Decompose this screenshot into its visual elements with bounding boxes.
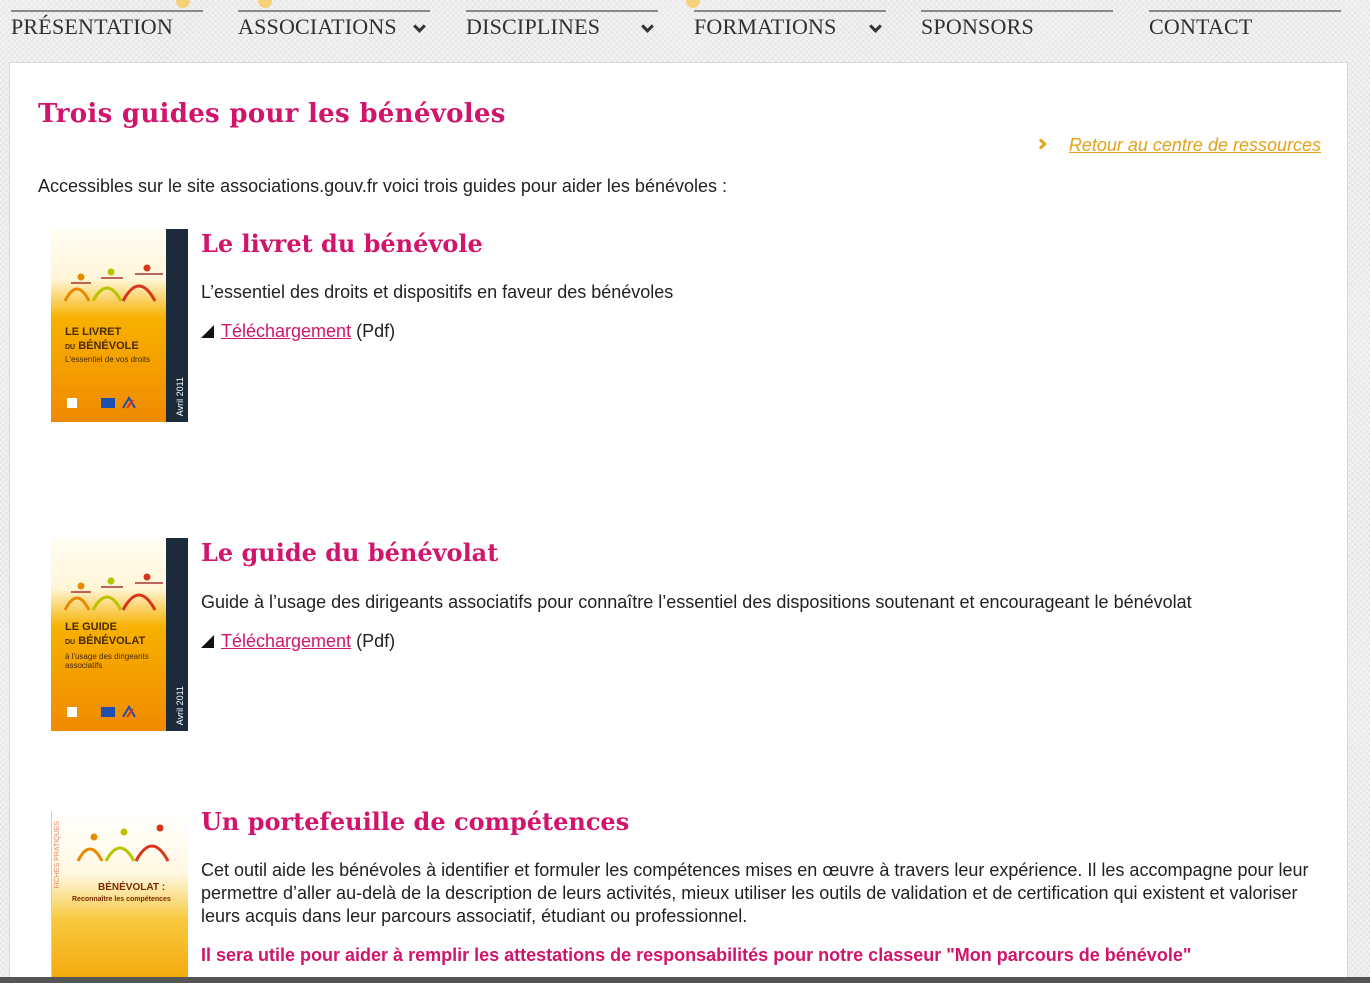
guide-description: Guide à l’usage des dirigeants associatifs pour connaître l’essentiel des dispositions soutenant et encourageant le bénévolat (201, 592, 1192, 612)
nav-item-contact[interactable] (1149, 10, 1341, 46)
bottom-edge (0, 977, 1370, 983)
content-panel (9, 62, 1348, 983)
cover-title (98, 881, 165, 895)
page-title: Trois guides pour les bénévoles (38, 99, 506, 129)
cover-livret-benevole[interactable] (51, 229, 188, 422)
people-illustration-icon (63, 572, 168, 614)
file-format: (Pdf) (356, 631, 396, 651)
nav-item-label: FORMATIONS (694, 14, 837, 39)
nav-item-associations[interactable] (238, 10, 430, 46)
cover-title-line: DU (65, 344, 76, 351)
nav-item-label: SPONSORS (921, 14, 1034, 39)
cover-title-line: BÉNÉVOLAT : (98, 882, 166, 893)
people-illustration-icon (76, 823, 181, 865)
download-link[interactable]: Téléchargement (221, 321, 352, 341)
cover-portefeuille-competences[interactable] (51, 811, 188, 983)
cover-spine-text: Avril 2011 (175, 685, 185, 725)
guide-title: Le guide du bénévolat (201, 538, 499, 567)
partner-logos-icon (65, 705, 145, 719)
download-arrow-icon (201, 325, 214, 338)
nav-item-disciplines[interactable] (466, 10, 658, 46)
partner-logos-icon (65, 396, 145, 410)
chevron-down-icon (869, 20, 882, 33)
cover-spine-text: Avril 2011 (175, 376, 185, 416)
nav-item-label: DISCIPLINES (466, 14, 601, 39)
cover-title (65, 620, 145, 650)
cover-subtitle: à l'usage des dirigeants associatifs (65, 652, 149, 670)
download-link[interactable]: Téléchargement (221, 631, 352, 651)
cover-title-line: BÉNÉVOLAT (78, 635, 146, 647)
cover-title-line: BÉNÉVOLE (78, 340, 139, 352)
people-illustration-icon (63, 263, 168, 305)
nav-item-presentation[interactable] (11, 10, 203, 46)
decoration-swirl (686, 0, 700, 8)
back-to-resources-link[interactable]: Retour au centre de ressources (1068, 135, 1321, 155)
cover-title-line: LE LIVRET (65, 326, 122, 338)
guide-title: Le livret du bénévole (201, 229, 483, 258)
guide-description: L’essentiel des droits et dispositifs en faveur des bénévoles (201, 282, 674, 302)
chevron-down-icon (413, 20, 426, 33)
chevron-right-icon (1035, 138, 1046, 149)
cover-guide-benevolat[interactable] (51, 538, 188, 731)
decoration-swirl (176, 0, 190, 8)
guide-highlight: Il sera utile pour aider à remplir les attestations de responsabilités pour notre classeur "Mon parcours de bénévole" (201, 945, 1192, 965)
nav-item-label: ASSOCIATIONS (238, 14, 397, 39)
cover-side-text: FICHES PRATIQUES (54, 821, 61, 889)
nav-item-sponsors[interactable] (921, 10, 1113, 46)
guide-description: Cet outil aide les bénévoles à identifier et formuler les compétences mises en œuvre à travers leur expérience. Il les accompagne pour leur permettre d’aller au-delà de la description de leurs activités, mieux utiliser les outils de validation et de certification qui existent et valoriser leurs acquis dans leur parcours associatif, étudiant ou professionnel. (201, 860, 1309, 926)
chevron-down-icon (641, 20, 654, 33)
cover-subtitle: L'essentiel de vos droits (65, 355, 151, 364)
cover-title-line: LE GUIDE (65, 621, 117, 633)
download-line (201, 321, 395, 342)
main-nav (0, 0, 1370, 60)
nav-item-formations[interactable] (694, 10, 886, 46)
nav-item-label: CONTACT (1149, 14, 1253, 39)
download-arrow-icon (201, 635, 214, 648)
guide-title: Un portefeuille de compétences (201, 807, 630, 836)
cover-title-line: DU (65, 639, 76, 646)
download-line (201, 631, 395, 652)
file-format: (Pdf) (356, 321, 396, 341)
cover-subtitle: Reconnaître les compétences (72, 896, 171, 903)
nav-item-label: PRÉSENTATION (11, 14, 173, 39)
decoration-swirl (258, 0, 272, 8)
cover-title (65, 325, 139, 355)
intro-text: Accessibles sur le site associations.gouv.fr voici trois guides pour aider les bénévoles : (38, 176, 728, 196)
